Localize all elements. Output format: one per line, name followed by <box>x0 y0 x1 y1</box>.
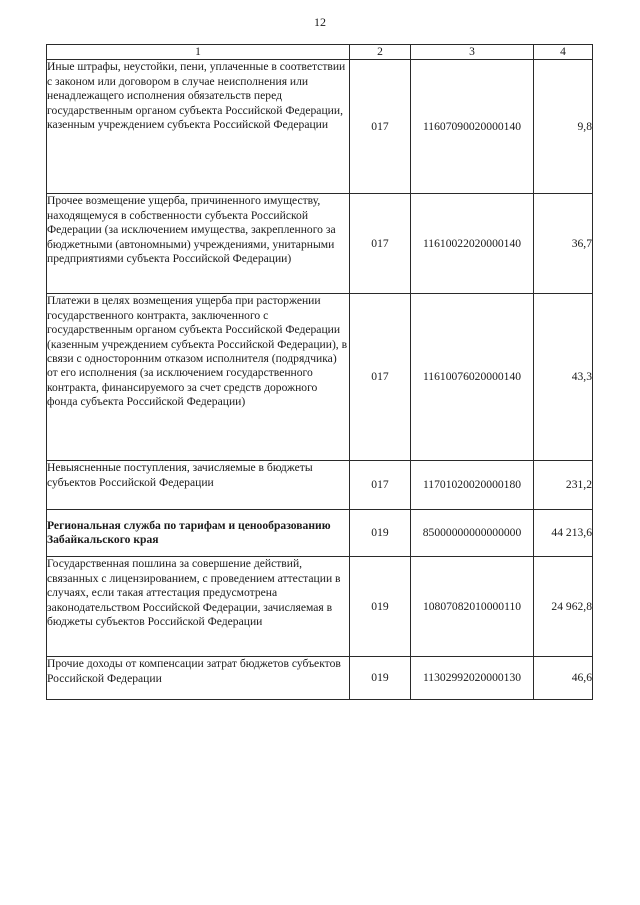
column-header-2: 2 <box>350 45 411 60</box>
table-row <box>47 557 593 657</box>
revenue-table <box>46 44 593 700</box>
row-amount: 231,2 <box>534 461 593 510</box>
column-header-1: 1 <box>47 45 350 60</box>
table-row <box>47 194 593 294</box>
row-admin-code: 017 <box>350 194 411 294</box>
row-admin-code: 019 <box>350 557 411 657</box>
row-budget-code: 11610076020000140 <box>411 294 534 461</box>
row-admin-code: 017 <box>350 60 411 194</box>
table-header-row <box>47 45 593 60</box>
row-description: Региональная служба по тарифам и ценообразованию Забайкальского края <box>47 510 350 557</box>
row-amount: 46,6 <box>534 657 593 700</box>
table-row <box>47 60 593 194</box>
row-description: Невыясненные поступления, зачисляемые в бюджеты субъектов Российской Федерации <box>47 461 350 510</box>
table-row <box>47 461 593 510</box>
row-budget-code: 85000000000000000 <box>411 510 534 557</box>
row-admin-code: 017 <box>350 461 411 510</box>
row-amount: 9,8 <box>534 60 593 194</box>
row-description: Прочее возмещение ущерба, причиненного имуществу, находящемуся в собственности субъекта Российской Федерации (за исключением имущества, закрепленного за бюджетными (автономными) учреждениями, унитарными предприятиями субъекта Российской Федерации) <box>47 194 350 294</box>
row-amount: 24 962,8 <box>534 557 593 657</box>
row-description: Иные штрафы, неустойки, пени, уплаченные в соответствии с законом или договором в случае неисполнения или ненадлежащего исполнения обязательств перед государственным органом субъекта Российской Федерации, казенным учреждением субъекта Российской Федерации <box>47 60 350 194</box>
row-budget-code: 10807082010000110 <box>411 557 534 657</box>
row-budget-code: 11610022020000140 <box>411 194 534 294</box>
row-budget-code: 11607090020000140 <box>411 60 534 194</box>
row-budget-code: 11302992020000130 <box>411 657 534 700</box>
column-header-4: 4 <box>534 45 593 60</box>
table-row <box>47 510 593 557</box>
table-row <box>47 657 593 700</box>
page-number: 12 <box>314 15 326 29</box>
row-amount: 43,3 <box>534 294 593 461</box>
row-description: Платежи в целях возмещения ущерба при расторжении государственного контракта, заключенного с государственным органом субъекта Российской Федерации (казенным учреждением субъекта Российской Федерации), в связи с односторонним отказом исполнителя (подрядчика) от его исполнения (за исключением государственного контракта, финансируемого за счет средств дорожного фонда субъекта Российской Федерации) <box>47 294 350 461</box>
column-header-3: 3 <box>411 45 534 60</box>
row-description: Прочие доходы от компенсации затрат бюджетов субъектов Российской Федерации <box>47 657 350 700</box>
row-budget-code: 11701020020000180 <box>411 461 534 510</box>
row-admin-code: 019 <box>350 657 411 700</box>
row-description: Государственная пошлина за совершение действий, связанных с лицензированием, с проведением аттестации в случаях, если такая аттестация предусмотрена законодательством Российской Федерации, зачисляемая в бюджеты субъектов Российской Федерации <box>47 557 350 657</box>
row-amount: 36,7 <box>534 194 593 294</box>
table-row <box>47 294 593 461</box>
row-admin-code: 019 <box>350 510 411 557</box>
row-amount: 44 213,6 <box>534 510 593 557</box>
row-admin-code: 017 <box>350 294 411 461</box>
